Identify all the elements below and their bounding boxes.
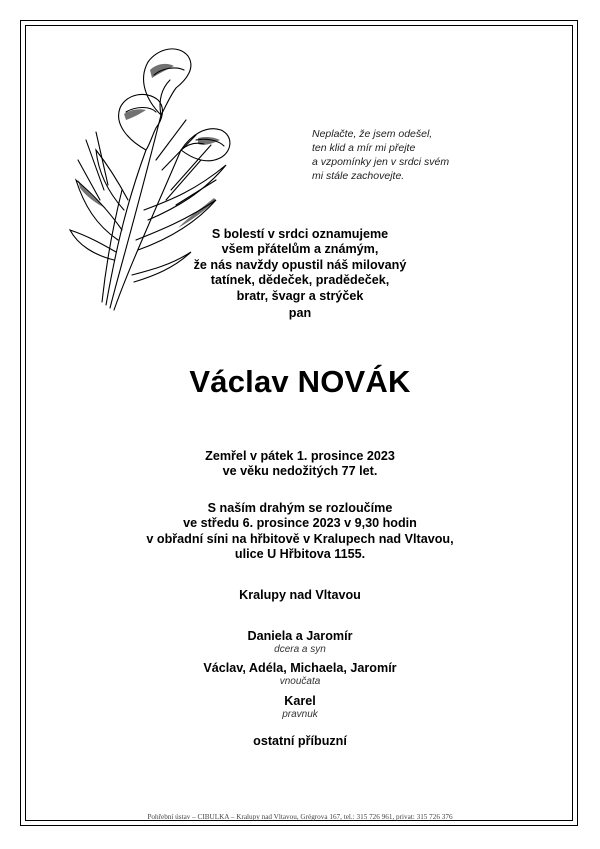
announcement-line: že nás navždy opustil náš milovaný: [193, 257, 407, 272]
mourner-group: [0, 629, 600, 656]
announcement-line: všem přátelům a známým,: [221, 242, 379, 257]
other-relatives: ostatní příbuzní: [253, 734, 347, 748]
death-line: ve věku nedožitých 77 let.: [222, 464, 378, 479]
mourner-relation: dcera a syn: [274, 644, 326, 655]
mourner-names: Karel: [284, 694, 316, 708]
city: Kralupy nad Vltavou: [239, 588, 361, 602]
farewell-line: ulice U Hřbitova 1155.: [234, 547, 366, 562]
mourner-names: Daniela a Jaromír: [247, 629, 353, 643]
poem-line: mi stále zachovejte.: [312, 170, 405, 182]
death-line: Zemřel v pátek 1. prosince 2023: [205, 449, 395, 463]
announcement-line: S bolestí v srdci oznamujeme: [211, 227, 389, 241]
announcement-line: tatínek, dědeček, pradědeček,: [210, 273, 390, 288]
announcement: [0, 227, 600, 304]
farewell-info: [0, 501, 600, 563]
poem-line: Neplačte, že jsem odešel,: [312, 128, 433, 140]
death-info: [0, 449, 600, 480]
title-pan: pan: [288, 306, 312, 320]
poem: [312, 127, 492, 183]
farewell-line: v obřadní síni na hřbitově v Kralupech nad Vltavou,: [146, 531, 454, 546]
footer-funeral-home: Pohřební ústav – CIBULKA – Kralupy nad Vltavou, Grégrova 167, tel.: 315 726 961, privat: 315 726 376: [147, 813, 453, 821]
mourner-group: [0, 694, 600, 721]
mourner-relation: vnoučata: [279, 676, 321, 687]
farewell-line: S naším drahým se rozloučíme: [207, 501, 393, 515]
poem-line: ten klid a mír mi přejte: [312, 142, 416, 154]
farewell-line: ve středu 6. prosince 2023 v 9,30 hodin: [183, 516, 417, 531]
poem-line: a vzpomínky jen v srdci svém: [312, 156, 450, 168]
mourner-names: Václav, Adéla, Michaela, Jaromír: [203, 661, 397, 675]
announcement-line: bratr, švagr a strýček: [236, 288, 364, 303]
mourner-group: [0, 661, 600, 688]
deceased-name: Václav NOVÁK: [189, 364, 411, 399]
mourner-relation: pravnuk: [282, 709, 318, 720]
